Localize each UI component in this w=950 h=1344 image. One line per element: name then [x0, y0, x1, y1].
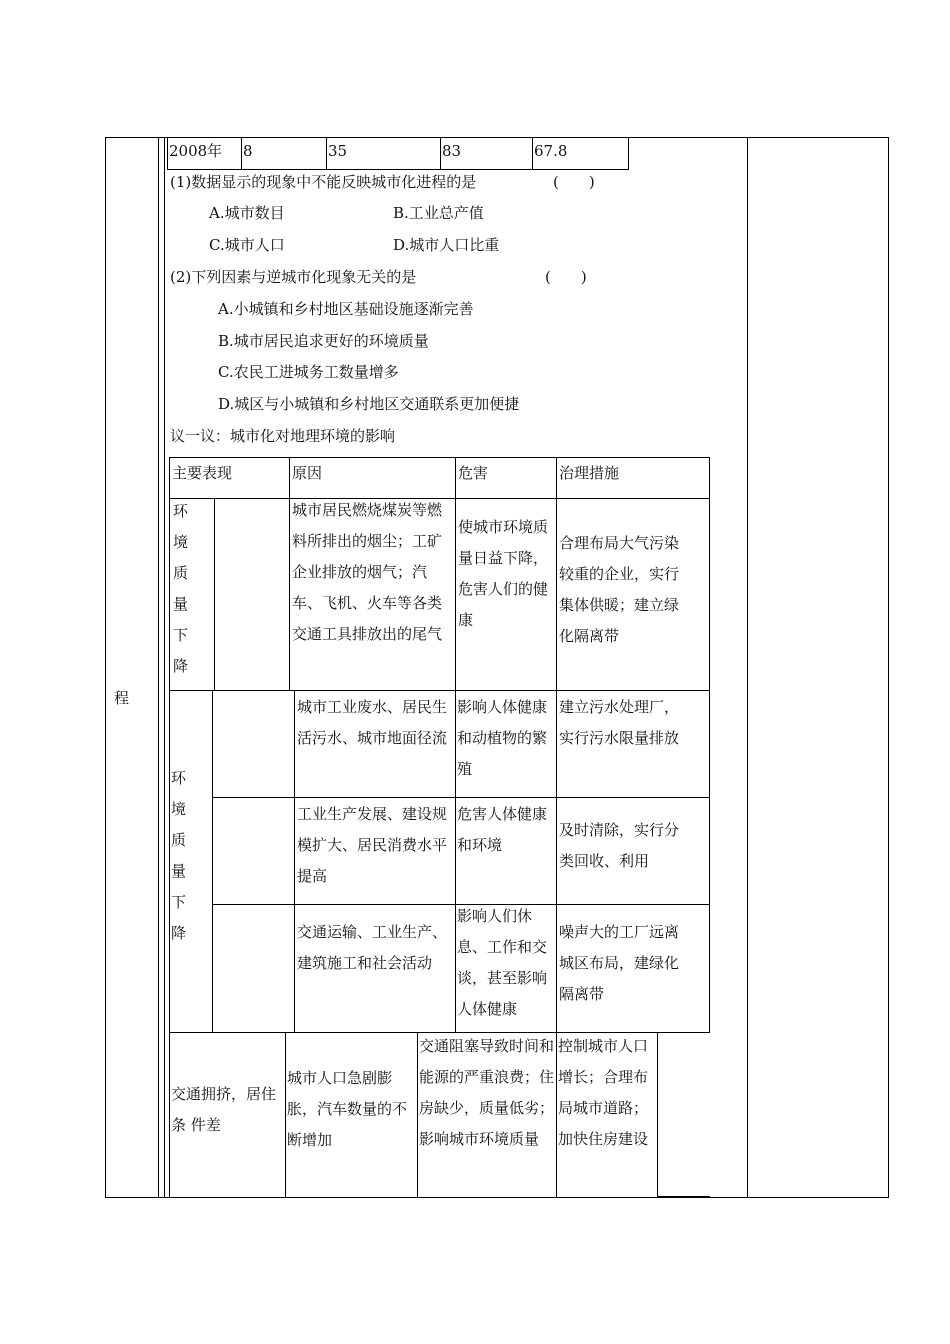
q1-option-a: A.城市数目 — [209, 204, 285, 222]
row5-trailing-line — [657, 1196, 710, 1198]
row2-harm: 影响人体健康和动植物的繁殖 — [457, 698, 548, 778]
data-row-value-4: 67.8 — [534, 142, 568, 160]
row5-cause: 城市人口急剧膨胀，汽车数量的不断增加 — [287, 1069, 408, 1149]
outer-frame-divider-1 — [158, 137, 159, 1198]
q1-answer-paren: ( ) — [553, 173, 595, 191]
group2-label: 环境质量下降 — [171, 769, 187, 942]
row4-blank-cell — [212, 904, 295, 1033]
row3-blank-cell — [212, 797, 295, 905]
left-label: 程 — [114, 689, 130, 707]
data-row-value-3: 83 — [442, 142, 462, 160]
q1-stem: (1)数据显示的现象中不能反映城市化进程的是 — [170, 173, 477, 191]
row3-harm: 危害人体健康和环境 — [457, 805, 548, 854]
q2-option-a: A.小城镇和乡村地区基础设施逐渐完善 — [218, 300, 474, 318]
data-row-cell-1 — [241, 137, 327, 170]
table-header-measure: 治理措施 — [559, 464, 620, 482]
table-header-cause: 原因 — [292, 464, 323, 482]
row1-label: 环境质量下降 — [173, 502, 189, 675]
inner-content-left — [164, 137, 165, 1198]
q2-stem: (2)下列因素与逆城市化现象无关的是 — [170, 268, 417, 286]
discuss-title: 议一议：城市化对地理环境的影响 — [170, 427, 396, 445]
row1-cause: 城市居民燃烧煤炭等燃料所排出的烟尘；工矿企业排放的烟气；汽车、飞机、火车等各类交通工具排放出的尾气 — [292, 501, 443, 643]
outer-frame-left — [105, 137, 106, 1198]
data-row-value-2: 35 — [328, 142, 348, 160]
q1-option-b: B.工业总产值 — [393, 204, 484, 222]
q2-option-d: D.城区与小城镇和乡村地区交通联系更加便捷 — [218, 395, 520, 413]
q2-option-c: C.农民工进城务工数量增多 — [218, 363, 399, 381]
q1-option-c: C.城市人口 — [209, 236, 285, 254]
row3-cause: 工业生产发展、建设规模扩大、居民消费水平提高 — [297, 805, 448, 885]
row2-cause: 城市工业废水、居民生活污水、城市地面径流 — [297, 698, 448, 747]
q2-answer-paren: ( ) — [545, 268, 587, 286]
row5-harm: 交通阻塞导致时间和能源的严重浪费；住房缺少，质量低劣；影响城市环境质量 — [419, 1037, 555, 1148]
q2-option-b: B.城市居民追求更好的环境质量 — [218, 332, 429, 350]
q1-option-d: D.城市人口比重 — [393, 236, 500, 254]
outer-frame-divider-2 — [747, 137, 748, 1198]
row1-blank-cell — [214, 498, 290, 691]
row4-cause: 交通运输、工业生产、建筑施工和社会活动 — [297, 923, 448, 972]
row5-measure: 控制城市人口增长；合理布局城市道路；加快住房建设 — [558, 1037, 649, 1148]
table-header-harm: 危害 — [458, 464, 489, 482]
row3-measure: 及时清除，实行分类回收、利用 — [559, 821, 680, 870]
data-row-year: 2008年 — [169, 142, 223, 160]
data-row-value-1: 8 — [243, 142, 253, 160]
row2-measure: 建立污水处理厂，实行污水限量排放 — [559, 698, 680, 747]
row4-harm: 影响人们休息、工作和交谈，甚至影响人体健康 — [457, 907, 548, 1018]
row1-harm: 使城市环境质量日益下降，危害人们的健康 — [458, 518, 549, 629]
row4-measure: 噪声大的工厂远离城区布局，建绿化隔离带 — [559, 923, 680, 1003]
outer-frame-right — [888, 137, 889, 1198]
row2-blank-cell — [212, 690, 295, 798]
row5-label: 交通拥挤，居住条 件差 — [171, 1085, 277, 1134]
row1-measure: 合理布局大气污染较重的企业，实行集体供暖；建立绿化隔离带 — [559, 534, 680, 645]
table-header-performance: 主要表现 — [172, 464, 233, 482]
